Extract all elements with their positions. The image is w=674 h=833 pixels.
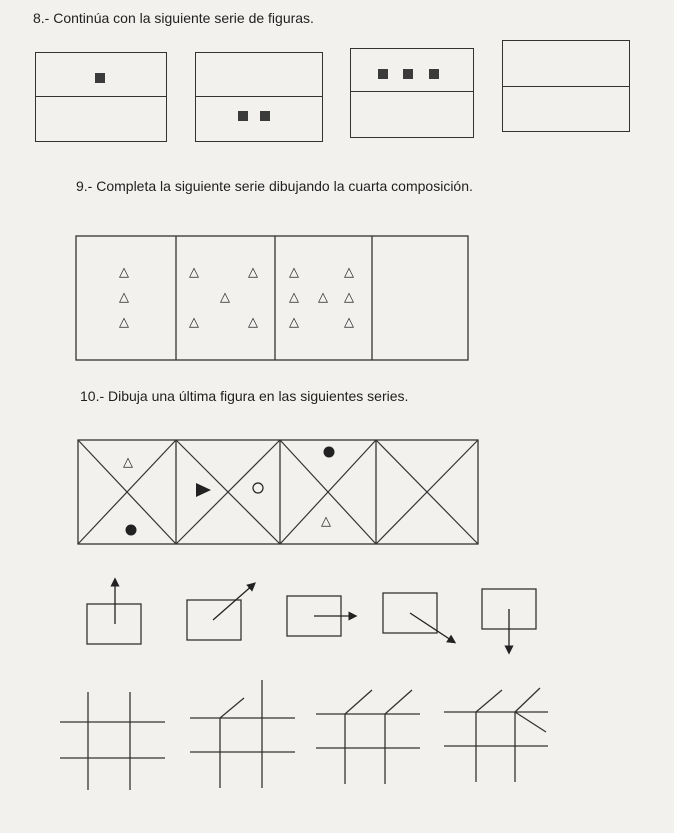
question-10-heading: 10.- Dibuja una última figura en las siguientes series. bbox=[80, 388, 409, 404]
triangle-icon: △ bbox=[119, 290, 129, 305]
triangle-icon: △ bbox=[289, 265, 299, 280]
triangle-icon: △ bbox=[189, 265, 199, 280]
triangle-icon: △ bbox=[119, 315, 129, 330]
hash-figure-2 bbox=[190, 680, 295, 788]
question-9-heading: 9.- Completa la siguiente serie dibujando la cuarta composición. bbox=[76, 178, 473, 194]
triangle-icon: △ bbox=[344, 290, 354, 305]
triangle-icon: △ bbox=[344, 315, 354, 330]
triangle-icon: △ bbox=[289, 315, 299, 330]
triangle-icon: △ bbox=[119, 265, 129, 280]
series-10c-answer-area[interactable] bbox=[560, 680, 668, 780]
triangle-icon: △ bbox=[220, 290, 230, 305]
triangle-icon: △ bbox=[248, 315, 258, 330]
triangle-icon: △ bbox=[318, 290, 328, 305]
triangle-icon: △ bbox=[123, 455, 133, 470]
hash-figure-1 bbox=[60, 692, 165, 790]
triangle-icon: △ bbox=[289, 290, 299, 305]
triangle-icon: △ bbox=[344, 265, 354, 280]
hash-figure-3 bbox=[316, 690, 420, 784]
hash-figure-4 bbox=[444, 688, 548, 782]
question-8-heading: 8.- Continúa con la siguiente serie de figuras. bbox=[33, 10, 314, 26]
triangle-icon: △ bbox=[248, 265, 258, 280]
triangle-icon: △ bbox=[189, 315, 199, 330]
triangle-icon: △ bbox=[321, 514, 331, 529]
